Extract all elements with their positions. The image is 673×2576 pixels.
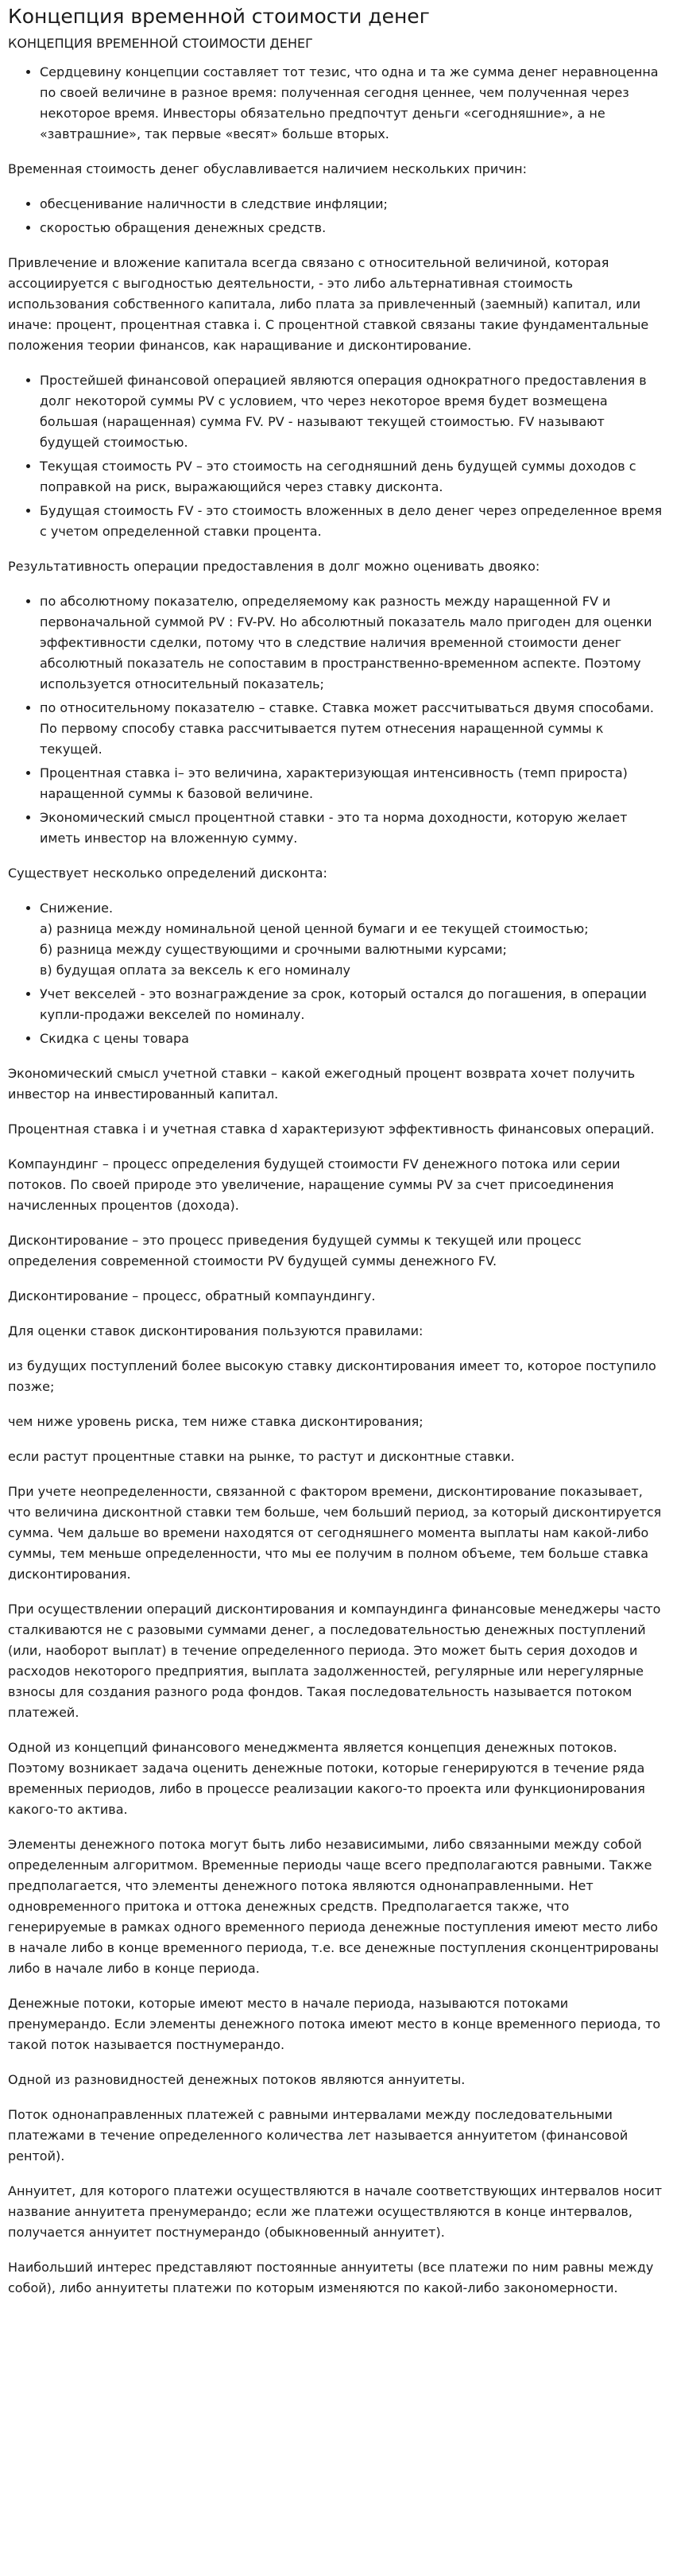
paragraph: При осуществлении операций дисконтирования и компаундинга финансовые менеджеры часто сталкиваются не с разовыми суммами денег, а последовательностью денежных поступлений (или, наоборот выплат) в течение определенного периода. Это может быть серия доходов и расходов некоторого предприятия, выплата задолженностей, регулярные или нерегулярные взносы для создания разного рода фондов. Такая последовательность называется потоком платежей.	[8, 1602, 661, 1720]
paragraph: Временная стоимость денег обуславливается наличием нескольких причин:	[8, 161, 528, 176]
paragraph: Одной из концепций финансового менеджмента является концепция денежных потоков. Поэтому возникает задача оценить денежные потоки, которые генерируются в течение ряда временных периодов, либо в процессе реализации какого-то проекта или функционирования какого-то актива.	[8, 1740, 645, 1817]
list-item	[40, 1028, 665, 1049]
list-item	[40, 763, 665, 804]
paragraph: Одной из разновидностей денежных потоков являются аннуитеты.	[8, 2072, 466, 2087]
paragraph: Результативность операции предоставления в долг можно оценивать двояко:	[8, 559, 540, 574]
bullet-list	[8, 898, 665, 1049]
list-item	[40, 898, 665, 981]
list-item	[40, 218, 665, 238]
list-item-text: б) разница между существующими и срочными валютными курсами;	[40, 942, 507, 957]
paragraph: При учете неопределенности, связанной с фактором времени, дисконтирование показывает, что величина дисконтной ставки тем больше, чем больший период, за который дисконтируется сумма. Чем дальше во времени находятся от сегодняшнего момента выплаты нам какой-либо суммы, тем меньше определенности, что мы ее получим в полном объеме, тем больше ставка дисконтирования.	[8, 1484, 662, 1582]
list-item-text: Простейшей финансовой операцией являются операция однократного предоставления в долг некоторой суммы PV с условием, что через некоторое время будет возмещена большая (наращенная) сумма FV. PV - называют текущей стоимостью. FV называют будущей стоимостью.	[40, 373, 647, 450]
list-item-text: в) будущая оплата за вексель к его номиналу	[40, 963, 350, 978]
bullet-list	[8, 370, 665, 542]
paragraph: Экономический смысл учетной ставки – какой ежегодный процент возврата хочет получить инвестор на инвестированный капитал.	[8, 1066, 636, 1102]
list-item-text: а) разница между номинальной ценой ценной бумаги и ее текущей стоимостью;	[40, 921, 589, 936]
list-item-text: по относительному показателю – ставке. Ставка может рассчитываться двумя способами. По первому способу ставка рассчитывается путем отнесения наращенной суммы к текущей.	[40, 700, 654, 757]
paragraph: Компаундинг – процесс определения будущей стоимости FV денежного потока или серии потоков. По своей природе это увеличение, наращение суммы PV за счет присоединения начисленных процентов (дохода).	[8, 1156, 621, 1213]
article-subtitle: КОНЦЕПЦИЯ ВРЕМЕННОЙ СТОИМОСТИ ДЕНЕГ	[8, 36, 313, 51]
paragraph: из будущих поступлений более высокую ставку дисконтирования имеет то, которое поступило позже;	[8, 1358, 656, 1394]
paragraph: Процентная ставка i и учетная ставка d характеризуют эффективность финансовых операций.	[8, 1121, 655, 1137]
list-item-text: Учет векселей - это вознаграждение за срок, который остался до погашения, в операции купли-продажи векселей по номиналу.	[40, 986, 647, 1022]
paragraph: Привлечение и вложение капитала всегда связано с относительной величиной, которая ассоциируется с выгодностью деятельности, - это либо альтернативная стоимость использования собственного капитала, либо плата за привлеченный (заемный) капитал, или иначе: процент, процентная ставка i. С процентной ставкой связаны такие фундаментальные положения теории финансов, как наращивание и дисконтирование.	[8, 255, 649, 353]
list-item-text: скоростью обращения денежных средств.	[40, 220, 327, 235]
list-item-text: Скидка с цены товара	[40, 1031, 189, 1046]
list-item-text: по абсолютному показателю, определяемому как разность между наращенной FV и первоначальной суммой PV : FV-PV. Но абсолютный показатель мало пригоден для оценки эффективности сделки, потому что в следствие наличия временной стоимости денег абсолютный показатель не сопоставим в пространственно-временном аспекте. Поэтому используется относительный показатель;	[40, 594, 652, 691]
bullet-list	[8, 591, 665, 849]
paragraph: Аннуитет, для которого платежи осуществляются в начале соответствующих интервалов носит название аннуитета пренумерандо; если же платежи осуществляются в конце интервалов, получается аннуитет постнумерандо (обыкновенный аннуитет).	[8, 2183, 663, 2240]
list-item-text: • Снижение.	[40, 901, 114, 916]
paragraph: Наибольший интерес представляют постоянные аннуитеты (все платежи по ним равны между собой), либо аннуитеты платежи по которым изменяются по какой-либо закономерности.	[8, 2260, 654, 2295]
paragraph: Дисконтирование – это процесс приведения будущей суммы к текущей или процесс определения современной стоимости PV будущей суммы денежного FV.	[8, 1233, 582, 1269]
list-item	[40, 62, 665, 145]
list-item-text: Экономический смысл процентной ставки - это та норма доходности, которую желает иметь инвестор на вложенную сумму.	[40, 810, 628, 846]
paragraph: чем ниже уровень риска, тем ниже ставка дисконтирования;	[8, 1414, 424, 1429]
paragraph: Существует несколько определений дисконта:	[8, 866, 327, 881]
list-item-text: Текущая стоимость PV – это стоимость на сегодняшний день будущей суммы доходов с поправкой на риск, выражающийся через ставку дисконта.	[40, 459, 636, 494]
paragraph: Поток однонаправленных платежей с равными интервалами между последовательными платежами в течение определенного количества лет называется аннуитетом (финансовой рентой).	[8, 2107, 629, 2163]
list-item-text: Процентная ставка i– это величина, характеризующая интенсивность (темп прироста) наращенной суммы к базовой величине.	[40, 765, 628, 801]
list-item-text: Будущая стоимость FV - это стоимость вложенных в дело денег через определенное время с учетом определенной ставки процента.	[40, 503, 663, 539]
list-item	[40, 370, 665, 453]
list-item	[40, 456, 665, 498]
list-item	[40, 698, 665, 760]
paragraph: Дисконтирование – процесс, обратный компаундингу.	[8, 1288, 376, 1303]
bullet-list	[8, 62, 665, 145]
bullet-list	[8, 194, 665, 238]
list-item	[40, 984, 665, 1025]
list-item	[40, 808, 665, 849]
paragraph: Для оценки ставок дисконтирования пользуются правилами:	[8, 1323, 424, 1338]
list-item	[40, 501, 665, 542]
paragraph: Элементы денежного потока могут быть либо независимыми, либо связанными между собой определенным алгоритмом. Временные периоды чаще всего предполагаются равными. Также предполагается, что элементы денежного потока являются однонаправленными. Нет одновременного притока и оттока денежных средств. Предполагается также, что генерируемые в рамках одного временного периода денежные поступления имеют место либо в начале либо в конце временного периода, т.е. все денежные поступления сконцентрированы либо в начале либо в конце периода.	[8, 1837, 659, 1976]
paragraph: если растут процентные ставки на рынке, то растут и дисконтные ставки.	[8, 1449, 515, 1464]
list-item-text: обесценивание наличности в следствие инфляции;	[40, 196, 388, 211]
paragraph: Денежные потоки, которые имеют место в начале периода, называются потоками пренумерандо. Если элементы денежного потока имеют место в конце временного периода, то такой поток называется постнумерандо.	[8, 1996, 661, 2052]
list-item	[40, 591, 665, 695]
list-item	[40, 194, 665, 215]
page-title: Концепция временной стоимости денег	[8, 5, 430, 28]
article-body	[8, 62, 665, 2299]
list-item-text: Сердцевину концепции составляет тот тезис, что одна и та же сумма денег неравноценна по своей величине в разное время: полученная сегодня ценнее, чем полученная через некоторое время. Инвесторы обязательно предпочтут деньги «сегодняшние», а не «завтрашние», так первые «весят» больше вторых.	[40, 64, 659, 141]
